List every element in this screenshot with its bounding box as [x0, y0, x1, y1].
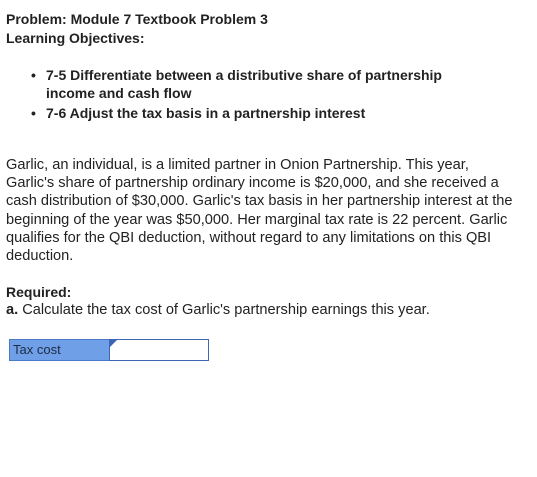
objective-text-line1: 7-6 Adjust the tax basis in a partnership interest — [46, 105, 366, 121]
required-heading: Required: — [6, 284, 72, 301]
required-part-label: a. — [6, 302, 19, 319]
tax-cost-input[interactable] — [110, 340, 208, 360]
required-part-a — [6, 301, 531, 319]
required-section — [6, 283, 531, 319]
corner-flag-icon — [110, 340, 117, 347]
objectives-list — [6, 66, 531, 122]
bullet-icon: • — [31, 67, 36, 83]
answer-row — [9, 339, 209, 361]
tax-cost-input-wrapper[interactable] — [109, 339, 209, 361]
bullet-icon: • — [31, 105, 36, 121]
required-part-text: Calculate the tax cost of Garlic's partnership earnings this year. — [22, 302, 430, 319]
objectives-heading: Learning Objectives: — [6, 30, 145, 46]
objective-text-line1: 7-5 Differentiate between a distributive share of partnership — [46, 67, 442, 83]
tax-cost-label: Tax cost — [9, 339, 109, 361]
objective-item — [31, 104, 531, 122]
problem-title: Problem: Module 7 Textbook Problem 3 — [6, 11, 268, 27]
problem-page — [6, 10, 531, 319]
objective-item — [31, 66, 531, 102]
problem-text: Garlic, an individual, is a limited partner in Onion Partnership. This year, Garlic's share of partnership ordinary income is $20,000, and she received a cash distribution of $30,000. Garlic's tax basis in her partnership interest at the beginning of the year was $50,000. Her marginal tax rate is 22 percent. Garlic qualifies for the QBI deduction, without regard to any limitations on this QBI deduction. — [6, 157, 513, 265]
objective-text-line2: income and cash flow — [46, 85, 192, 101]
